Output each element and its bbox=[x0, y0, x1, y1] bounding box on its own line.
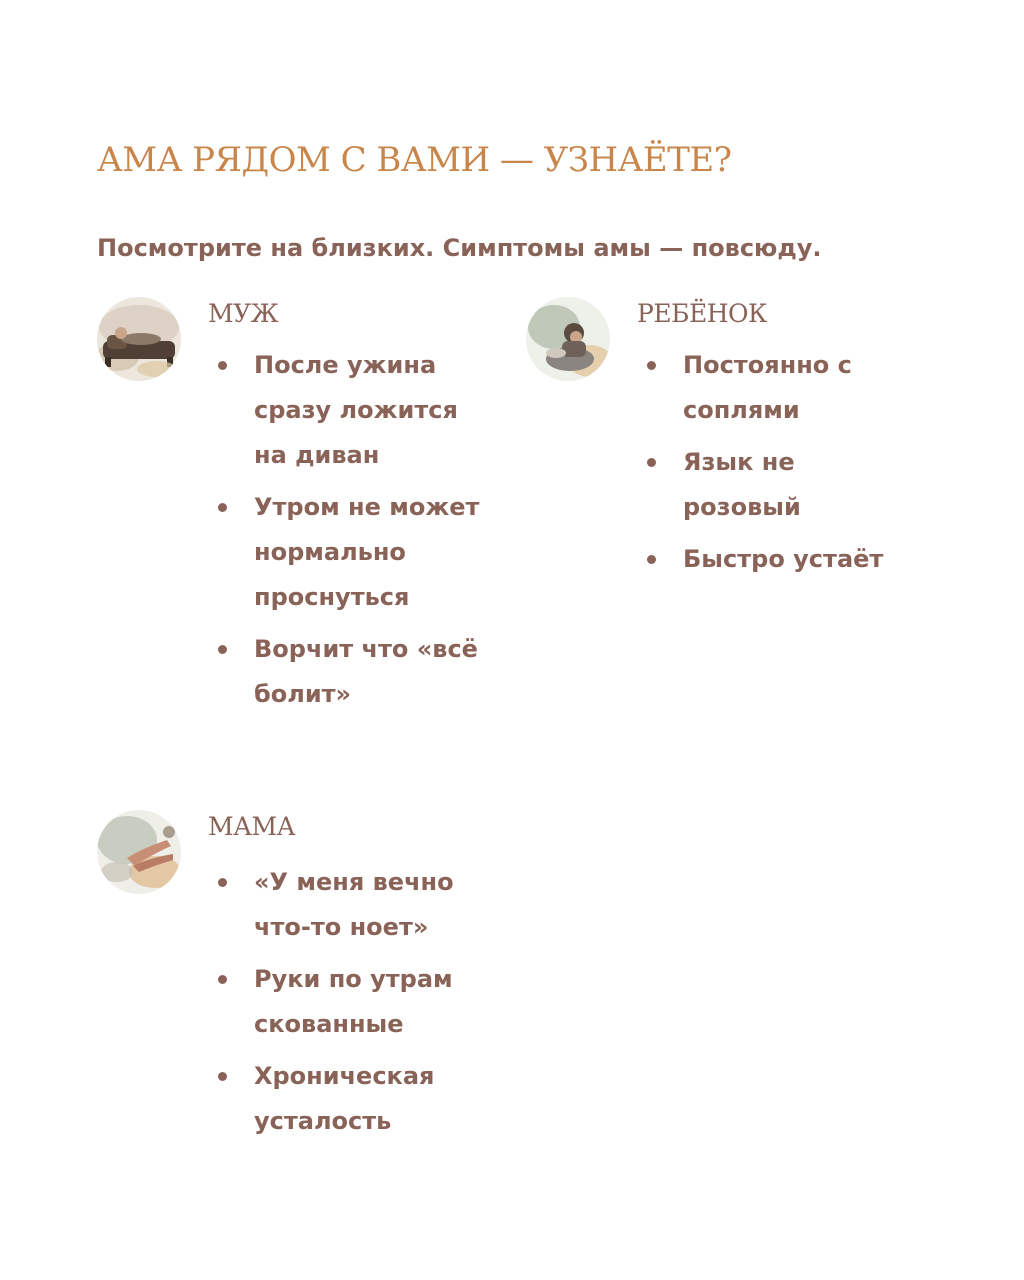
bullet-icon bbox=[647, 361, 656, 370]
bullet-icon bbox=[218, 361, 227, 370]
list-item-text: После ужина сразу ложится на диван bbox=[254, 351, 458, 469]
list-item-text: «У меня вечно что-то ноет» bbox=[254, 868, 454, 941]
card-title: РЕБЁНОК bbox=[637, 299, 767, 328]
bullet-icon bbox=[218, 645, 227, 654]
card-child bbox=[526, 297, 986, 617]
symptom-list bbox=[218, 343, 488, 724]
page-title: АМА РЯДОМ С ВАМИ — УЗНАЁТЕ? bbox=[97, 140, 732, 180]
child-illustration-icon bbox=[526, 297, 610, 381]
symptom-list bbox=[218, 860, 488, 1151]
list-item-text: Утром не может нормально проснуться bbox=[254, 493, 480, 611]
bullet-icon bbox=[218, 1072, 227, 1081]
symptom-list bbox=[647, 343, 947, 589]
list-item-text: Руки по утрам скованные bbox=[254, 965, 453, 1038]
hands-illustration-icon bbox=[97, 810, 181, 894]
list-item bbox=[218, 1054, 488, 1144]
card-mother bbox=[97, 810, 517, 1150]
list-item-text: Хроническая усталость bbox=[254, 1062, 435, 1135]
list-item-text: Быстро устаёт bbox=[683, 545, 884, 573]
list-item bbox=[218, 343, 488, 478]
list-item bbox=[218, 627, 488, 717]
list-item bbox=[647, 440, 873, 530]
bullet-icon bbox=[647, 555, 656, 564]
card-title: МУЖ bbox=[208, 299, 279, 328]
list-item-text: Язык не розовый bbox=[683, 448, 801, 521]
page-subtitle: Посмотрите на близких. Симптомы амы — повсюду. bbox=[97, 234, 822, 262]
list-item bbox=[647, 343, 913, 433]
bullet-icon bbox=[218, 878, 227, 887]
list-item bbox=[647, 537, 947, 582]
man-on-sofa-illustration-icon bbox=[97, 297, 181, 381]
list-item-text: Постоянно с соплями bbox=[683, 351, 852, 424]
list-item bbox=[218, 860, 488, 950]
card-husband bbox=[97, 297, 517, 777]
list-item bbox=[218, 485, 488, 620]
bullet-icon bbox=[218, 503, 227, 512]
list-item-text: Ворчит что «всё болит» bbox=[254, 635, 478, 708]
bullet-icon bbox=[647, 458, 656, 467]
list-item bbox=[218, 957, 488, 1047]
bullet-icon bbox=[218, 975, 227, 984]
card-title: МАМА bbox=[208, 812, 296, 841]
